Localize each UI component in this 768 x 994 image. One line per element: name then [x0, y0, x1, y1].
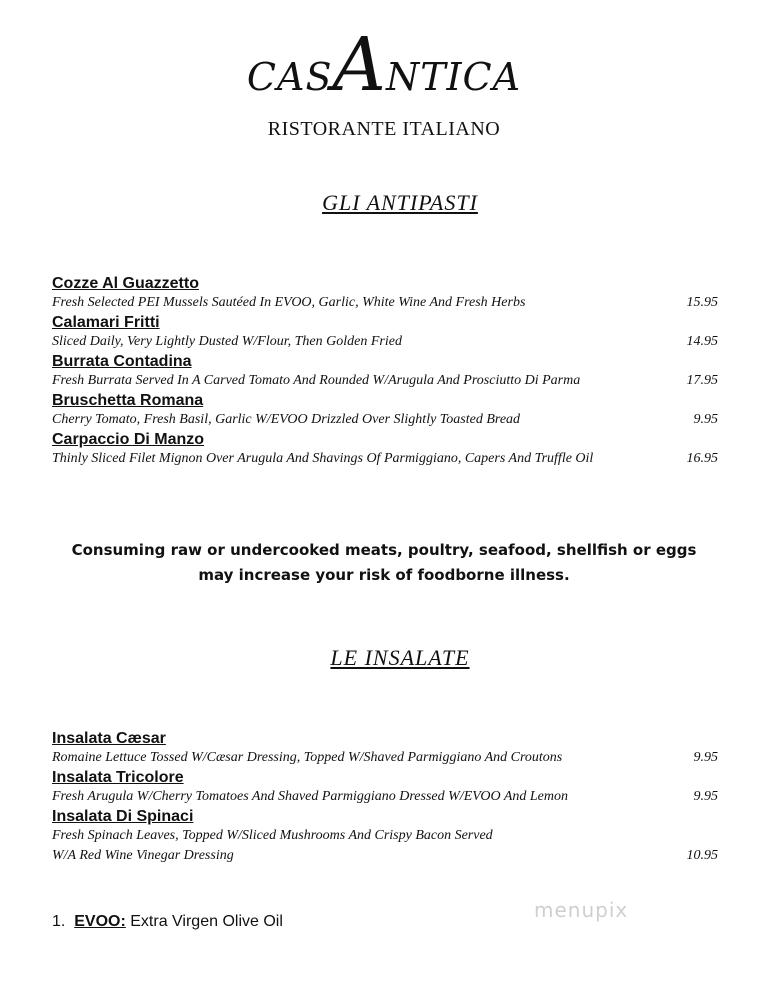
menu-item-price: 17.95 [686, 373, 718, 388]
menu-item-name: Cozze Al Guazzetto [52, 275, 199, 292]
insalate-list [52, 729, 718, 866]
restaurant-subtitle: RISTORANTE ITALIANO [267, 118, 501, 140]
menu-item-name: Calamari Fritti [52, 314, 160, 331]
footnote-number: 1. [52, 913, 66, 930]
health-warning [0, 538, 768, 588]
menu-item-price: 9.95 [693, 412, 718, 427]
logo-text-cas: CAS [246, 55, 333, 99]
menu-item [52, 274, 718, 313]
menu-item-price: 14.95 [686, 334, 718, 349]
menu-item-price: 10.95 [686, 848, 718, 863]
restaurant-logo [0, 22, 768, 108]
menu-item-name: Bruschetta Romana [52, 392, 204, 409]
menu-item [52, 768, 718, 807]
menu-item-description: Fresh Spinach Leaves, Topped W/Sliced Mushrooms And Crispy Bacon Served [52, 828, 493, 843]
footnote [52, 913, 283, 931]
menu-item [52, 313, 718, 352]
antipasti-list [52, 274, 718, 469]
health-warning-line1: Consuming raw or undercooked meats, poultry, seafood, shellfish or eggs [71, 541, 697, 559]
menu-item-description: Thinly Sliced Filet Mignon Over Arugula And Shavings Of Parmiggiano, Capers And Truffle Oil [52, 451, 594, 466]
section-title-antipasti: GLI ANTIPASTI [322, 190, 478, 215]
menupix-watermark: menupix [534, 898, 629, 922]
footnote-definition: Extra Virgen Olive Oil [130, 913, 283, 930]
menu-item-price: 9.95 [693, 750, 718, 765]
menu-item [52, 352, 718, 391]
menu-item-description: Cherry Tomato, Fresh Basil, Garlic W/EVOO Drizzled Over Slightly Toasted Bread [52, 412, 521, 427]
menu-item-name: Burrata Contadina [52, 353, 192, 370]
health-warning-line2: may increase your risk of foodborne illness. [198, 566, 570, 584]
menu-item-description: Fresh Selected PEI Mussels Sautéed In EVOO, Garlic, White Wine And Fresh Herbs [52, 295, 526, 310]
menu-item [52, 430, 718, 469]
menu-item-price: 15.95 [686, 295, 718, 310]
menu-item-name: Insalata Cæsar [52, 730, 166, 747]
menu-item-name: Insalata Tricolore [52, 769, 184, 786]
menu-item-price: 9.95 [693, 789, 718, 804]
menu-item-description: Sliced Daily, Very Lightly Dusted W/Flour, Then Golden Fried [52, 334, 402, 349]
logo-text-ntica: NTICA [385, 55, 522, 99]
footnote-term: EVOO: [74, 913, 126, 930]
menu-item-description-line2: W/A Red Wine Vinegar Dressing [52, 848, 234, 863]
menu-item-description: Romaine Lettuce Tossed W/Cæsar Dressing, Topped W/Shaved Parmiggiano And Croutons [52, 750, 563, 765]
menu-item-price: 16.95 [686, 451, 718, 466]
menu-item [52, 391, 718, 430]
section-title-insalate: LE INSALATE [330, 645, 470, 670]
menu-item-name: Insalata Di Spinaci [52, 808, 194, 825]
menu-item-description: Fresh Burrata Served In A Carved Tomato And Rounded W/Arugula And Prosciutto Di Parma [52, 373, 581, 388]
menu-item [52, 807, 718, 866]
logo-text-a: A [332, 22, 386, 108]
menu-item [52, 729, 718, 768]
menu-item-name: Carpaccio Di Manzo [52, 431, 205, 448]
menu-item-description: Fresh Arugula W/Cherry Tomatoes And Shaved Parmiggiano Dressed W/EVOO And Lemon [52, 789, 569, 804]
